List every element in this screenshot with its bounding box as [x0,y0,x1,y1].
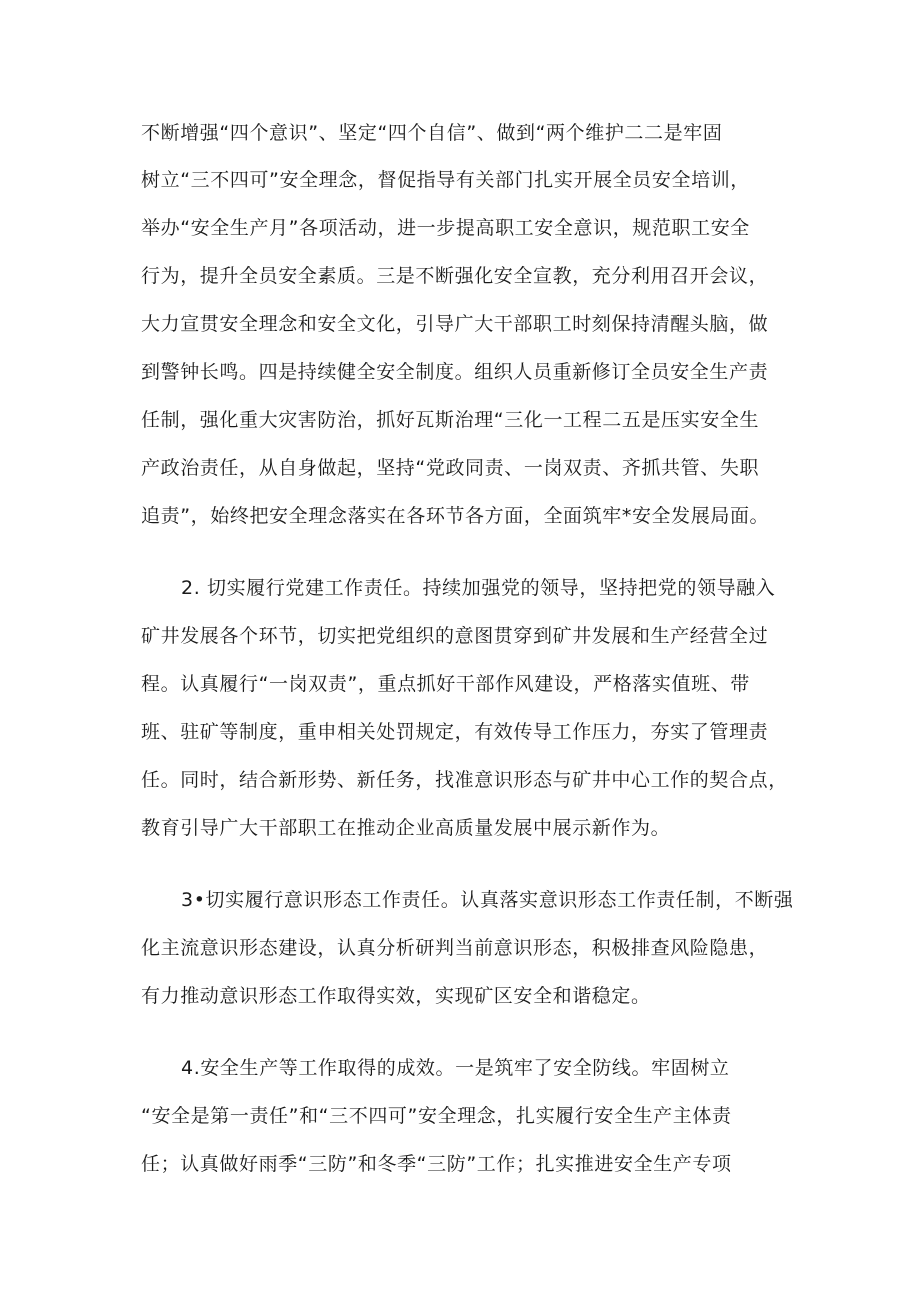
body-text-line: 行为，提升全员安全素质。三是不断强化安全宣教，充分利用召开会议， [141,265,769,287]
body-text-line: 班、驻矿等制度，重申相关处罚规定，有效传导工作压力，夯实了管理责 [141,721,769,743]
body-text-line: 到警钟长鸣。四是持续健全安全制度。组织人员重新修订全员安全生产责 [141,361,769,383]
paragraph-4-heading-line: 4.安全生产等工作取得的成效。一是筑牢了安全防线。牢固树立 [181,1057,730,1079]
body-text-line: 程。认真履行“一岗双责”，重点抓好干部作风建设，严格落实值班、带 [141,673,750,695]
body-text-line: 追责”，始终把安全理念落实在各环节各方面，全面筑牢*安全发展局面。 [141,505,770,527]
body-text-line: 树立“三不四可”安全理念，督促指导有关部门扎实开展全员安全培训， [141,169,750,191]
body-text-line: 教育引导广大干部职工在推动企业高质量发展中展示新作为。 [141,817,671,839]
body-text-line: 举办“安全生产月”各项活动，进一步提高职工安全意识，规范职工安全 [141,217,750,239]
body-text-line: 化主流意识形态建设，认真分析研判当前意识形态，积极排查风险隐患， [141,937,769,959]
paragraph-2-heading-line: 2. 切实履行党建工作责任。持续加强党的领导，坚持把党的领导融入 [181,577,776,599]
body-text-line: 大力宣贯安全理念和安全文化，引导广大干部职工时刻保持清醒头脑，做 [141,313,769,335]
body-text-line: 任。同时，结合新形势、新任务，找准意识形态与矿井中心工作的契合点， [141,769,788,791]
paragraph-3-heading-line: 3•切实履行意识形态工作责任。认真落实意识形态工作责任制，不断强 [181,889,794,911]
body-text-line: 不断增强“四个意识”、坚定“四个自信”、做到“两个维护二二是牢固 [141,122,723,144]
body-text-line: 矿井发展各个环节，切实把党组织的意图贯穿到矿井发展和生产经营全过 [141,625,769,647]
body-text-line: 任制，强化重大灾害防治，抓好瓦斯治理“三化一工程二五是压实安全生 [141,409,760,431]
body-text-line: 有力推动意识形态工作取得实效，实现矿区安全和谐稳定。 [141,985,651,1007]
body-text-line: 任；认真做好雨季“三防”和冬季“三防”工作；扎实推进安全生产专项 [141,1153,732,1175]
body-text-line: 产政治责任，从自身做起，坚持“党政同责、一岗双责、齐抓共管、失职 [141,457,760,479]
body-text-line: “安全是第一责任”和“三不四可”安全理念，扎实履行安全生产主体责 [141,1105,732,1127]
